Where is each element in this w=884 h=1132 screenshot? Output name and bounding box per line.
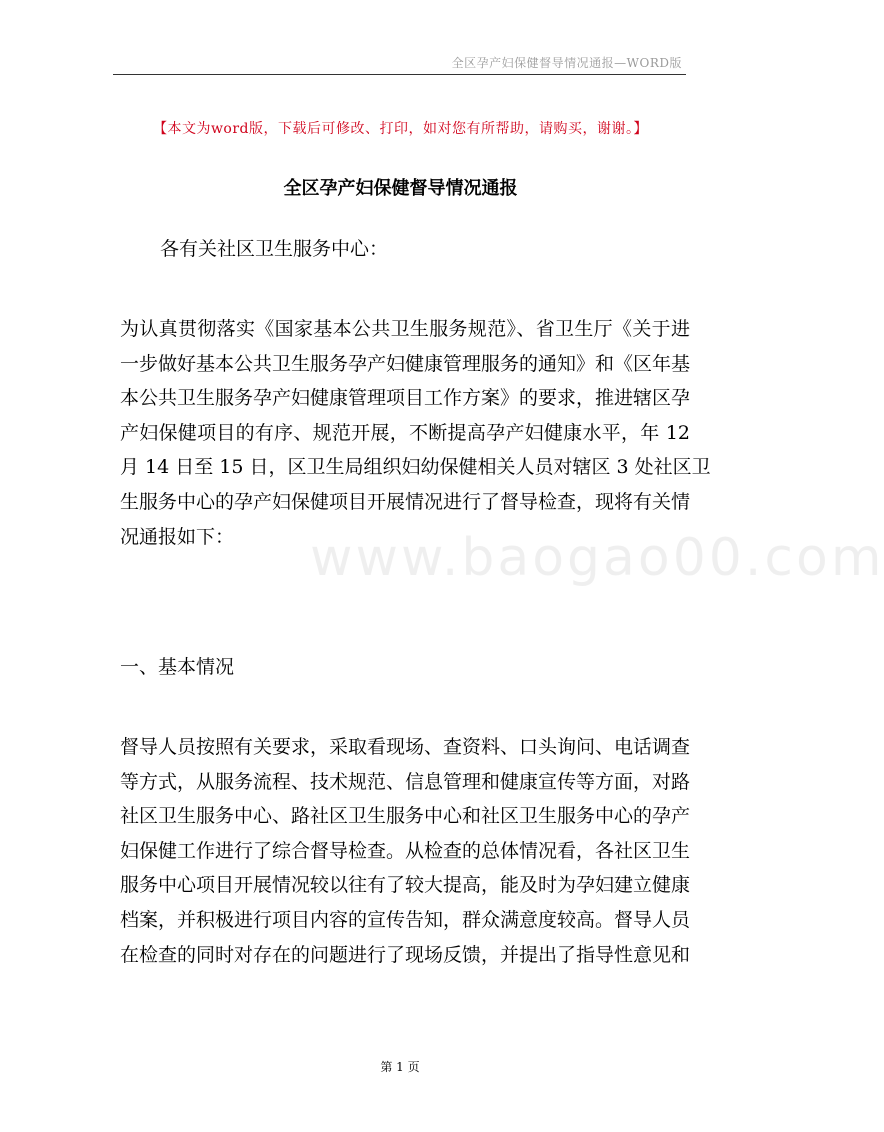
paragraph-line: 等方式，从服务流程、技术规范、信息管理和健康宣传等方面，对路 [120,770,691,793]
running-header: 全区孕产妇保健督导情况通报—WORD版 [451,56,682,70]
paragraph-line: 社区卫生服务中心、路社区卫生服务中心和社区卫生服务中心的孕产 [120,805,691,828]
document-title: 全区孕产妇保健督导情况通报 [283,178,518,199]
salutation: 各有关社区卫生服务中心： [160,238,389,260]
paragraph-line: 月 14 日至 15 日，区卫生局组织妇幼保健相关人员对辖区 3 处社区卫 [120,456,711,479]
paragraph-line: 为认真贯彻落实《国家基本公共卫生服务规范》、省卫生厅《关于进 [120,318,690,340]
paragraph-line: 档案，并积极进行项目内容的宣传告知，群众满意度较高。督导人员 [120,908,691,931]
paragraph-line: 妇保健工作进行了综合督导检查。从检查的总体情况看，各社区卫生 [120,839,691,862]
paragraph-line: 产妇保健项目的有序、规范开展，不断提高孕产妇健康水平，年 12 [120,421,690,444]
watermark: www.baogao00.com [310,528,884,588]
paragraph-line: 生服务中心的孕产妇保健项目开展情况进行了督导检查，现将有关情 [120,490,691,513]
paragraph-line: 督导人员按照有关要求，采取看现场、查资料、口头询问、电话调查 [120,736,691,758]
download-notice: 【本文为word版，下载后可修改、打印，如对您有所帮助，请购买，谢谢。】 [152,121,649,137]
paragraph-line: 服务中心项目开展情况较以往有了较大提高，能及时为孕妇建立健康 [120,874,691,897]
paragraph-basic-situation [120,730,690,972]
paragraph-line: 况通报如下： [120,525,235,548]
header-divider [113,74,686,75]
paragraph-line: 在检查的同时对存在的问题进行了现场反馈，并提出了指导性意见和 [120,943,691,966]
page-number: 第 1 页 [380,1060,420,1074]
paragraph-intro [120,312,711,554]
paragraph-line: 本公共卫生服务孕产妇健康管理项目工作方案》的要求，推进辖区孕 [120,387,691,410]
section-heading-basic: 一、基本情况 [120,656,235,678]
paragraph-line: 一步做好基本公共卫生服务孕产妇健康管理服务的通知》和《区年基 [120,352,691,375]
